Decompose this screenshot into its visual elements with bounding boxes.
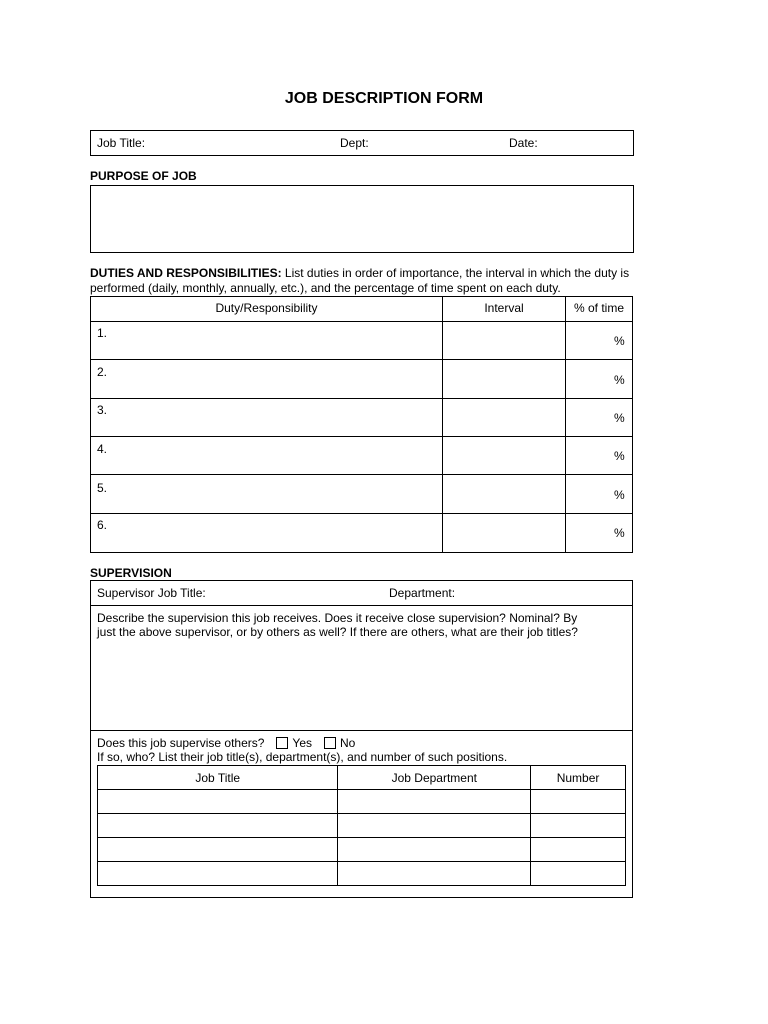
duty-row-number: 6. <box>97 518 108 532</box>
col-interval-header: Interval <box>484 301 524 315</box>
page-title: JOB DESCRIPTION FORM <box>284 90 484 107</box>
supervision-heading: SUPERVISION <box>90 566 172 580</box>
table-cell[interactable] <box>338 862 531 886</box>
duty-row-percent: % <box>614 334 625 348</box>
dept-label: Dept: <box>340 136 369 150</box>
table-cell[interactable] <box>531 814 626 838</box>
date-label: Date: <box>509 136 538 150</box>
supervise-question: Does this job supervise others? <box>97 736 265 750</box>
table-cell[interactable] <box>531 862 626 886</box>
no-checkbox[interactable] <box>324 737 336 749</box>
table-cell[interactable] <box>338 838 531 862</box>
table-row <box>98 862 626 886</box>
col-job-department-header: Job Department <box>338 766 531 790</box>
describe-line1: Describe the supervision this job receives. Does it receive close supervision? Nominal? By <box>97 611 578 625</box>
table-cell[interactable] <box>531 790 626 814</box>
duty-row-percent: % <box>614 449 625 463</box>
supervision-box <box>90 580 633 898</box>
col-number-header: Number <box>531 766 626 790</box>
supervisor-job-title-label: Supervisor Job Title: <box>97 586 206 600</box>
duty-row-number: 5. <box>97 481 108 495</box>
duty-row-number: 2. <box>97 365 108 379</box>
duty-row-percent: % <box>614 411 625 425</box>
col-percent-header: % of time <box>573 301 624 315</box>
duties-table <box>90 296 633 553</box>
table-row <box>98 814 626 838</box>
job-title-label: Job Title: <box>97 136 146 150</box>
duty-row-percent: % <box>614 488 625 502</box>
table-cell[interactable] <box>98 814 338 838</box>
table-cell[interactable] <box>338 790 531 814</box>
supervision-description[interactable] <box>97 611 627 639</box>
yes-checkbox[interactable] <box>276 737 288 749</box>
duties-instructions-line2: performed (daily, monthly, annually, etc.), and the percentage of time spent on each duty. <box>90 281 561 295</box>
col-job-title-header: Job Title <box>98 766 338 790</box>
duty-row-number: 3. <box>97 403 108 417</box>
purpose-heading: PURPOSE OF JOB <box>90 169 197 183</box>
duty-row-number: 1. <box>97 326 108 340</box>
table-cell[interactable] <box>98 838 338 862</box>
table-row <box>98 838 626 862</box>
supervisor-department-label: Department: <box>389 586 456 600</box>
duties-heading: DUTIES AND RESPONSIBILITIES: <box>90 266 282 280</box>
if-so-instructions: If so, who? List their job title(s), department(s), and number of such positions. <box>97 750 508 764</box>
no-label: No <box>340 736 356 750</box>
table-cell[interactable] <box>98 862 338 886</box>
describe-line2: just the above supervisor, or by others as well? If there are others, what are their job titles? <box>97 625 578 639</box>
purpose-field[interactable] <box>90 185 634 253</box>
duties-instructions-line1: List duties in order of importance, the interval in which the duty is <box>281 266 630 280</box>
col-duty-header: Duty/Responsibility <box>215 301 318 315</box>
table-row <box>98 790 626 814</box>
table-cell[interactable] <box>338 814 531 838</box>
supervise-others-row <box>97 736 355 750</box>
duties-instructions <box>90 266 670 296</box>
subordinates-table <box>97 765 626 886</box>
table-cell[interactable] <box>98 790 338 814</box>
header-box <box>90 130 634 156</box>
table-cell[interactable] <box>531 838 626 862</box>
duty-row-percent: % <box>614 526 625 540</box>
duty-row-percent: % <box>614 373 625 387</box>
duty-row-number: 4. <box>97 442 108 456</box>
yes-label: Yes <box>292 736 312 750</box>
